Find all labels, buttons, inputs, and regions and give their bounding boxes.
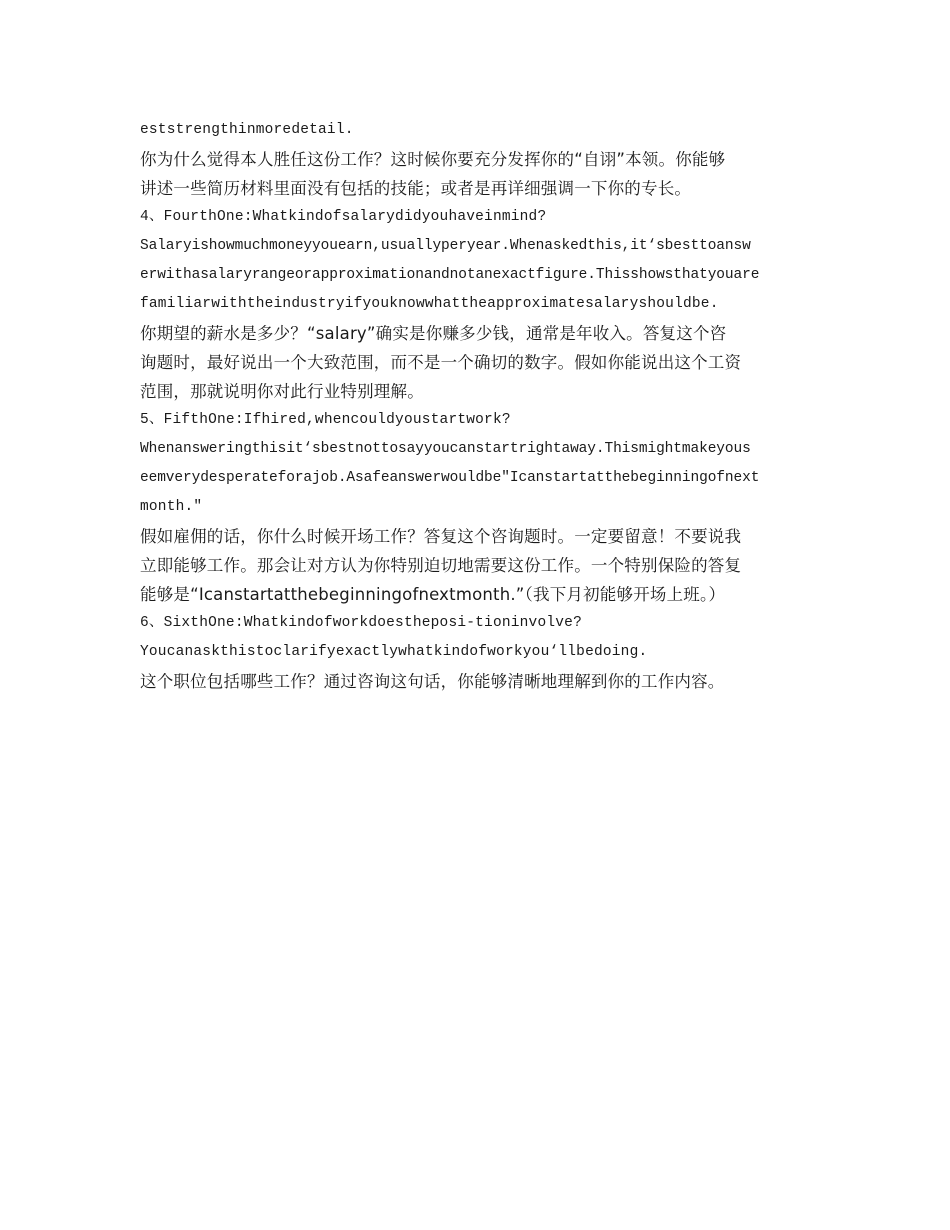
section-heading: 4、FourthOne:Whatkindofsalarydidyouhaveinmind? [140, 209, 547, 225]
text-line: familiarwiththeindustryifyouknowwhattheapproximatesalaryshouldbe. [140, 296, 719, 312]
text-line: Whenansweringthisit‘sbestnottosayyoucanstartrightaway.Thismightmakeyous [140, 441, 751, 457]
section-heading: 5、FifthOne:Ifhired,whencouldyoustartwork? [140, 412, 511, 428]
document-body [140, 116, 815, 696]
section-heading: 6、SixthOne:Whatkindofworkdoestheposi-tioninvolve? [140, 615, 582, 631]
text-line: 你为什么觉得本人胜任这份工作？这时候你要充分发挥你的“自诩”本领。你能够 [140, 150, 726, 169]
text-line: 假如雇佣的话，你什么时候开场工作？答复这个咨询题时。一定要留意！不要说我 [140, 527, 742, 546]
text-line: 询题时，最好说出一个大致范围，而不是一个确切的数字。假如你能说出这个工资 [140, 353, 742, 372]
text-line: 讲述一些简历材料里面没有包括的技能；或者是再详细强调一下你的专长。 [140, 179, 692, 198]
text-line: 立即能够工作。那会让对方认为你特别迫切地需要这份工作。一个特别保险的答复 [140, 556, 742, 575]
text-line: 范围，那就说明你对此行业特别理解。 [140, 382, 424, 401]
text-line: eemverydesperateforajob.Asafeanswerwouldbe"Icanstartatthebeginningofnext [140, 470, 760, 486]
text-line: Youcanaskthistoclarifyexactlywhatkindofworkyou‘llbedoing. [140, 644, 648, 660]
text-line: month." [140, 499, 203, 515]
text-line: eststrengthinmoredetail. [140, 122, 354, 138]
text-line: erwithasalaryrangeorapproximationandnotanexactfigure.Thisshowsthatyouare [140, 267, 760, 283]
text-line: Salaryishowmuchmoneyyouearn,usuallyperyear.Whenaskedthis,it‘sbesttoansw [140, 238, 751, 254]
text-line: 你期望的薪水是多少？“salary”确实是你赚多少钱，通常是年收入。答复这个咨 [140, 324, 727, 343]
text-line: 这个职位包括哪些工作？通过咨询这句话，你能够清晰地理解到你的工作内容。 [140, 672, 725, 691]
text-line: 能够是“Icanstartatthebeginningofnextmonth.”（我下月初能够开场上班。） [140, 585, 726, 604]
